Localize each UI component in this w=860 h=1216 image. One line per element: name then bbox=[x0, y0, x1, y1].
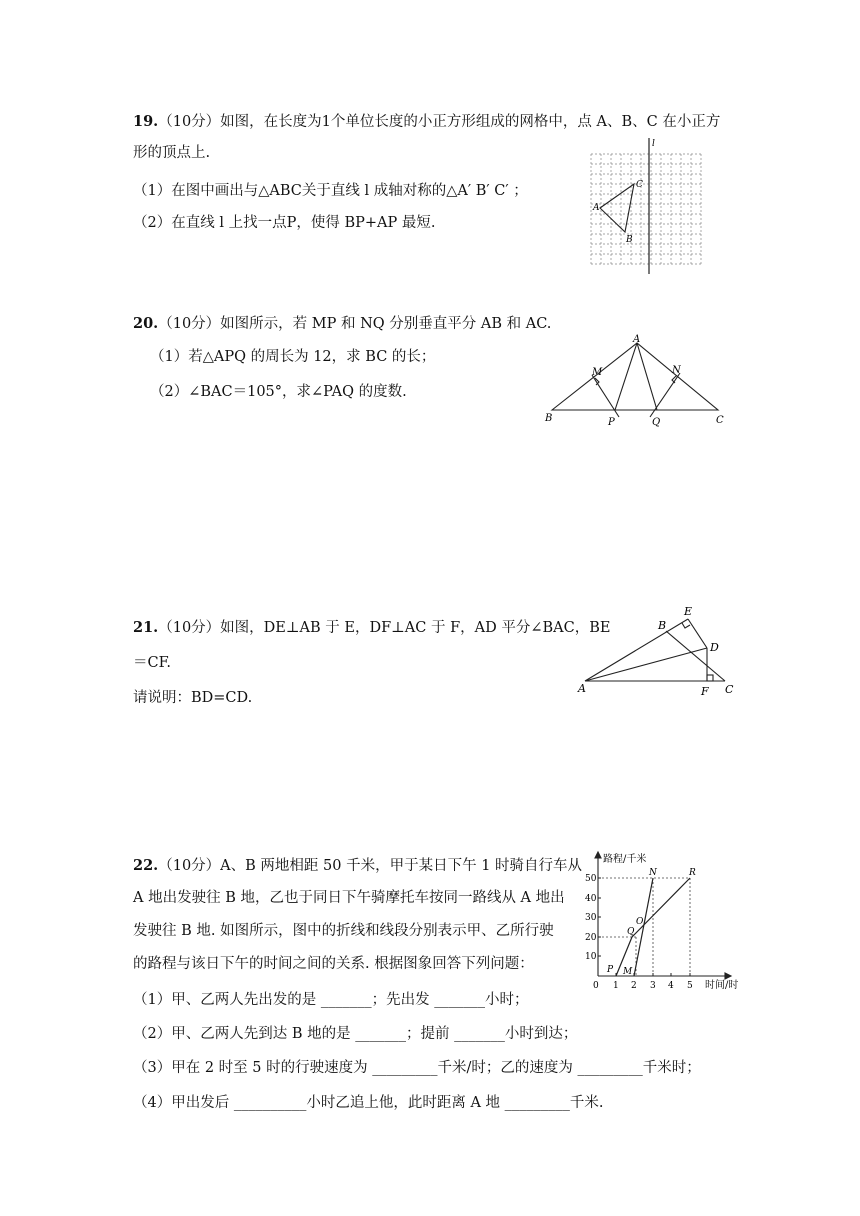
x-tick-5: 5 bbox=[687, 981, 693, 991]
q20-part1: （1）若△APQ 的周长为 12，求 BC 的长； bbox=[150, 349, 436, 365]
q22-part3: （3）甲在 2 时至 5 时的行驶速度为 _________千米/时；乙的速度为 _________千米时； bbox=[133, 1060, 701, 1076]
q19-line1: 19.（10分）如图，在长度为1个单位长度的小正方形组成的网格中，点 A、B、C 在小正方 bbox=[133, 113, 721, 130]
q22-line3: 发驶往 B 地. 如图所示，图中的折线和线段分别表示甲、乙所行驶 bbox=[133, 923, 554, 939]
q19-part1: （1）在图中画出与△ABC关于直线 l 成轴对称的△A′ B′ C′ ； bbox=[133, 183, 528, 199]
q20-number: 20. bbox=[133, 315, 159, 332]
label-c: C bbox=[725, 683, 734, 696]
x-tick-1: 1 bbox=[613, 981, 619, 991]
label-a: A bbox=[593, 203, 600, 213]
label-a: A bbox=[633, 334, 641, 345]
label-b: B bbox=[658, 619, 667, 632]
label-e: E bbox=[684, 605, 693, 618]
x-tick-3: 3 bbox=[650, 981, 656, 991]
q22-line1: 22.（10分）A、B 两地相距 50 千米，甲于某日下午 1 时骑自行车从 bbox=[133, 857, 583, 874]
label-q: Q bbox=[652, 417, 661, 428]
label-n: N bbox=[672, 365, 681, 376]
q22-distance-time-graph bbox=[585, 848, 739, 993]
label-l: l bbox=[652, 139, 655, 149]
y-tick-50: 50 bbox=[585, 874, 597, 884]
q19-number: 19. bbox=[133, 113, 159, 130]
q21-triangle-figure bbox=[570, 600, 740, 700]
y-tick-40: 40 bbox=[585, 894, 597, 904]
triangle-abc bbox=[600, 184, 634, 232]
y-tick-10: 10 bbox=[585, 952, 597, 962]
label-m: M bbox=[592, 367, 603, 378]
point-o: O bbox=[636, 917, 644, 927]
label-d: D bbox=[710, 641, 719, 654]
x-tick-2: 2 bbox=[631, 981, 637, 991]
q22-part4: （4）甲出发后 __________小时乙追上他，此时距离 A 地 _________千米. bbox=[133, 1095, 604, 1111]
q21-line1: 21.（10分）如图，DE⊥AB 于 E，DF⊥AC 于 F，AD 平分∠BAC，BE bbox=[133, 619, 611, 636]
x-axis-label: 时间/时 bbox=[705, 980, 739, 991]
q19-line2: 形的顶点上. bbox=[133, 145, 211, 161]
q22-number: 22. bbox=[133, 857, 159, 874]
x-tick-4: 4 bbox=[668, 981, 674, 991]
y-tick-20: 20 bbox=[585, 933, 597, 943]
series-yi-line bbox=[634, 878, 653, 976]
label-c: C bbox=[716, 415, 724, 426]
label-c: C bbox=[636, 180, 643, 190]
q22-line4: 的路程与该日下午的时间之间的关系. 根据图象回答下列问题： bbox=[133, 956, 534, 972]
q21-line3: 请说明：BD=CD. bbox=[133, 690, 253, 706]
label-b: B bbox=[626, 235, 633, 245]
label-b: B bbox=[545, 413, 553, 424]
point-n: N bbox=[649, 868, 657, 878]
q20-part2: （2）∠BAC＝105°，求∠PAQ 的度数. bbox=[150, 384, 407, 400]
point-r: R bbox=[689, 868, 696, 878]
origin-label: 0 bbox=[593, 981, 599, 991]
point-p: P bbox=[607, 965, 614, 975]
q19-grid-figure bbox=[585, 136, 710, 276]
label-f: F bbox=[701, 685, 709, 698]
q22-line2: A 地出发驶往 B 地，乙也于同日下午骑摩托车按同一路线从 A 地出 bbox=[133, 890, 565, 906]
y-tick-30: 30 bbox=[585, 913, 597, 923]
y-axis-label: 路程/千米 bbox=[603, 854, 647, 865]
q20-line1: 20.（10分）如图所示，若 MP 和 NQ 分别垂直平分 AB 和 AC. bbox=[133, 315, 552, 332]
q21-number: 21. bbox=[133, 619, 159, 636]
label-a: A bbox=[578, 682, 586, 695]
q21-line2: ＝CF. bbox=[133, 655, 172, 671]
point-q: Q bbox=[627, 927, 635, 937]
q22-part2: （2）甲、乙两人先到达 B 地的是 _______；提前 _______小时到达； bbox=[133, 1026, 578, 1042]
point-m: M bbox=[623, 967, 633, 977]
label-p: P bbox=[608, 417, 615, 428]
q20-triangle-figure bbox=[540, 335, 730, 430]
q22-part1: （1）甲、乙两人先出发的是 _______；先出发 _______小时； bbox=[133, 992, 529, 1008]
q19-part2: （2）在直线 l 上找一点P，使得 BP+AP 最短. bbox=[133, 215, 436, 231]
